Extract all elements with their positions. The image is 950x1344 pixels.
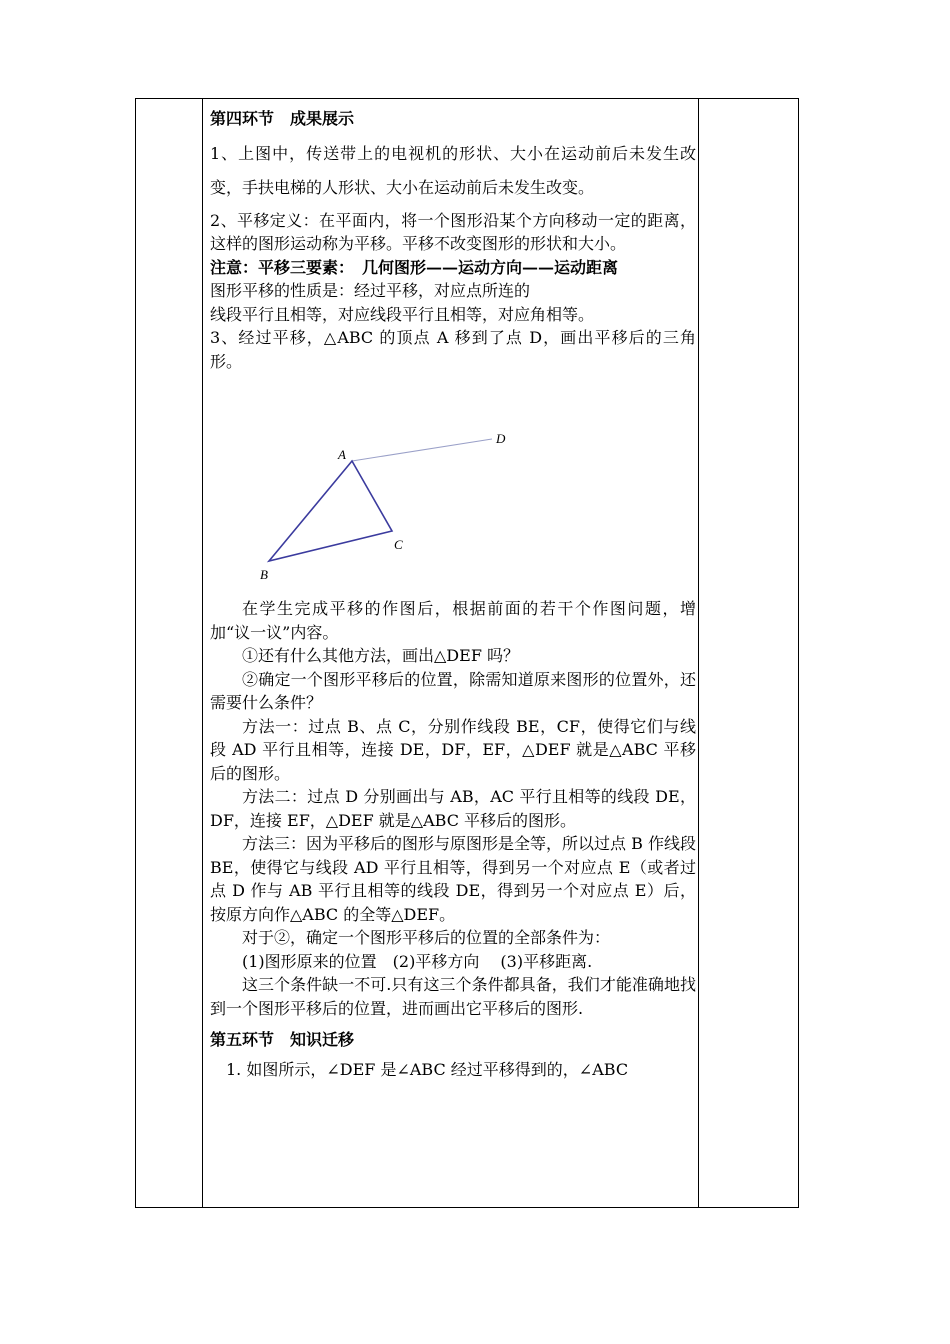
translation-property-line-1: 图形平移的性质是：经过平移，对应点所连的 (210, 281, 531, 300)
section-5-title: 第五环节 知识迁移 (210, 1030, 355, 1049)
triangle-diagram (210, 383, 696, 593)
conditions-intro: 对于②，确定一个图形平移后的位置的全部条件为： (242, 928, 611, 947)
method-2: 方法二：过点 D 分别画出与 AB，AC 平行且相等的线段 DE，DF，连接 EF，△DEF 就是△ABC 平移后的图形。 (210, 787, 696, 830)
method-1: 方法一：过点 B、点 C，分别作线段 BE，CF，使得它们与线段 AD 平行且相等，连接 DE，DF，EF，△DEF 就是△ABC 平移后的图形。 (210, 716, 696, 783)
column-divider-right (698, 99, 699, 1207)
segment-ad (352, 439, 492, 461)
section-4-title: 第四环节 成果展示 (210, 109, 355, 128)
conditions-list: (1)图形原来的位置 (2)平移方向 (3)平移距离. (242, 951, 593, 971)
column-divider-left (202, 99, 203, 1207)
section-4-item-3: 3、经过平移，△ABC 的顶点 A 移到了点 D，画出平移后的三角形。 (210, 328, 696, 371)
label-d: D (496, 431, 506, 446)
question-2: ②确定一个图形平移后的位置，除需知道原来图形的位置外，还需要什么条件？ (210, 669, 696, 712)
section-5-item-1: 1. 如图所示，∠DEF 是∠ABC 经过平移得到的，∠ABC (226, 1059, 629, 1079)
discussion-intro: 在学生完成平移的作图后，根据前面的若干个作图问题，增加“议一议”内容。 (210, 599, 696, 642)
section-4-item-1: 1、上图中，传送带上的电视机的形状、大小在运动前后未发生改变，手扶电梯的人形状、大小在运动前后未发生改变。 (210, 143, 696, 197)
translation-definition: 2、平移定义：在平面内，将一个图形沿某个方向移动一定的距离，这样的图形运动称为平移。平移不改变图形的形状和大小。 (210, 210, 696, 253)
triangle-figure (210, 383, 696, 593)
lesson-content-cell (210, 107, 696, 1081)
translation-note: 注意：平移三要素： 几何图形——运动方向——运动距离 (210, 257, 619, 277)
label-a: A (338, 447, 346, 462)
translation-property-line-2: 线段平行且相等，对应线段平行且相等，对应角相等。 (210, 304, 595, 324)
lesson-table (135, 98, 799, 1208)
label-c: C (394, 537, 403, 552)
conditions-conclusion: 这三个条件缺一不可.只有这三个条件都具备，我们才能准确地找到一个图形平移后的位置，进而画出它平移后的图形. (210, 975, 696, 1018)
label-b: B (260, 567, 268, 582)
method-3: 方法三：因为平移后的图形与原图形是全等，所以过点 B 作线段 BE，使得它与线段 AD 平行且相等，得到另一个对应点 E（或者过点 D 作与 AB 平行且相等的线段 DE，得到另一个对应点 E）后，按原方向作△ABC 的全等△DEF。 (210, 834, 696, 924)
question-1: ①还有什么其他方法，画出△DEF 吗？ (242, 646, 520, 665)
triangle-abc (269, 461, 392, 561)
